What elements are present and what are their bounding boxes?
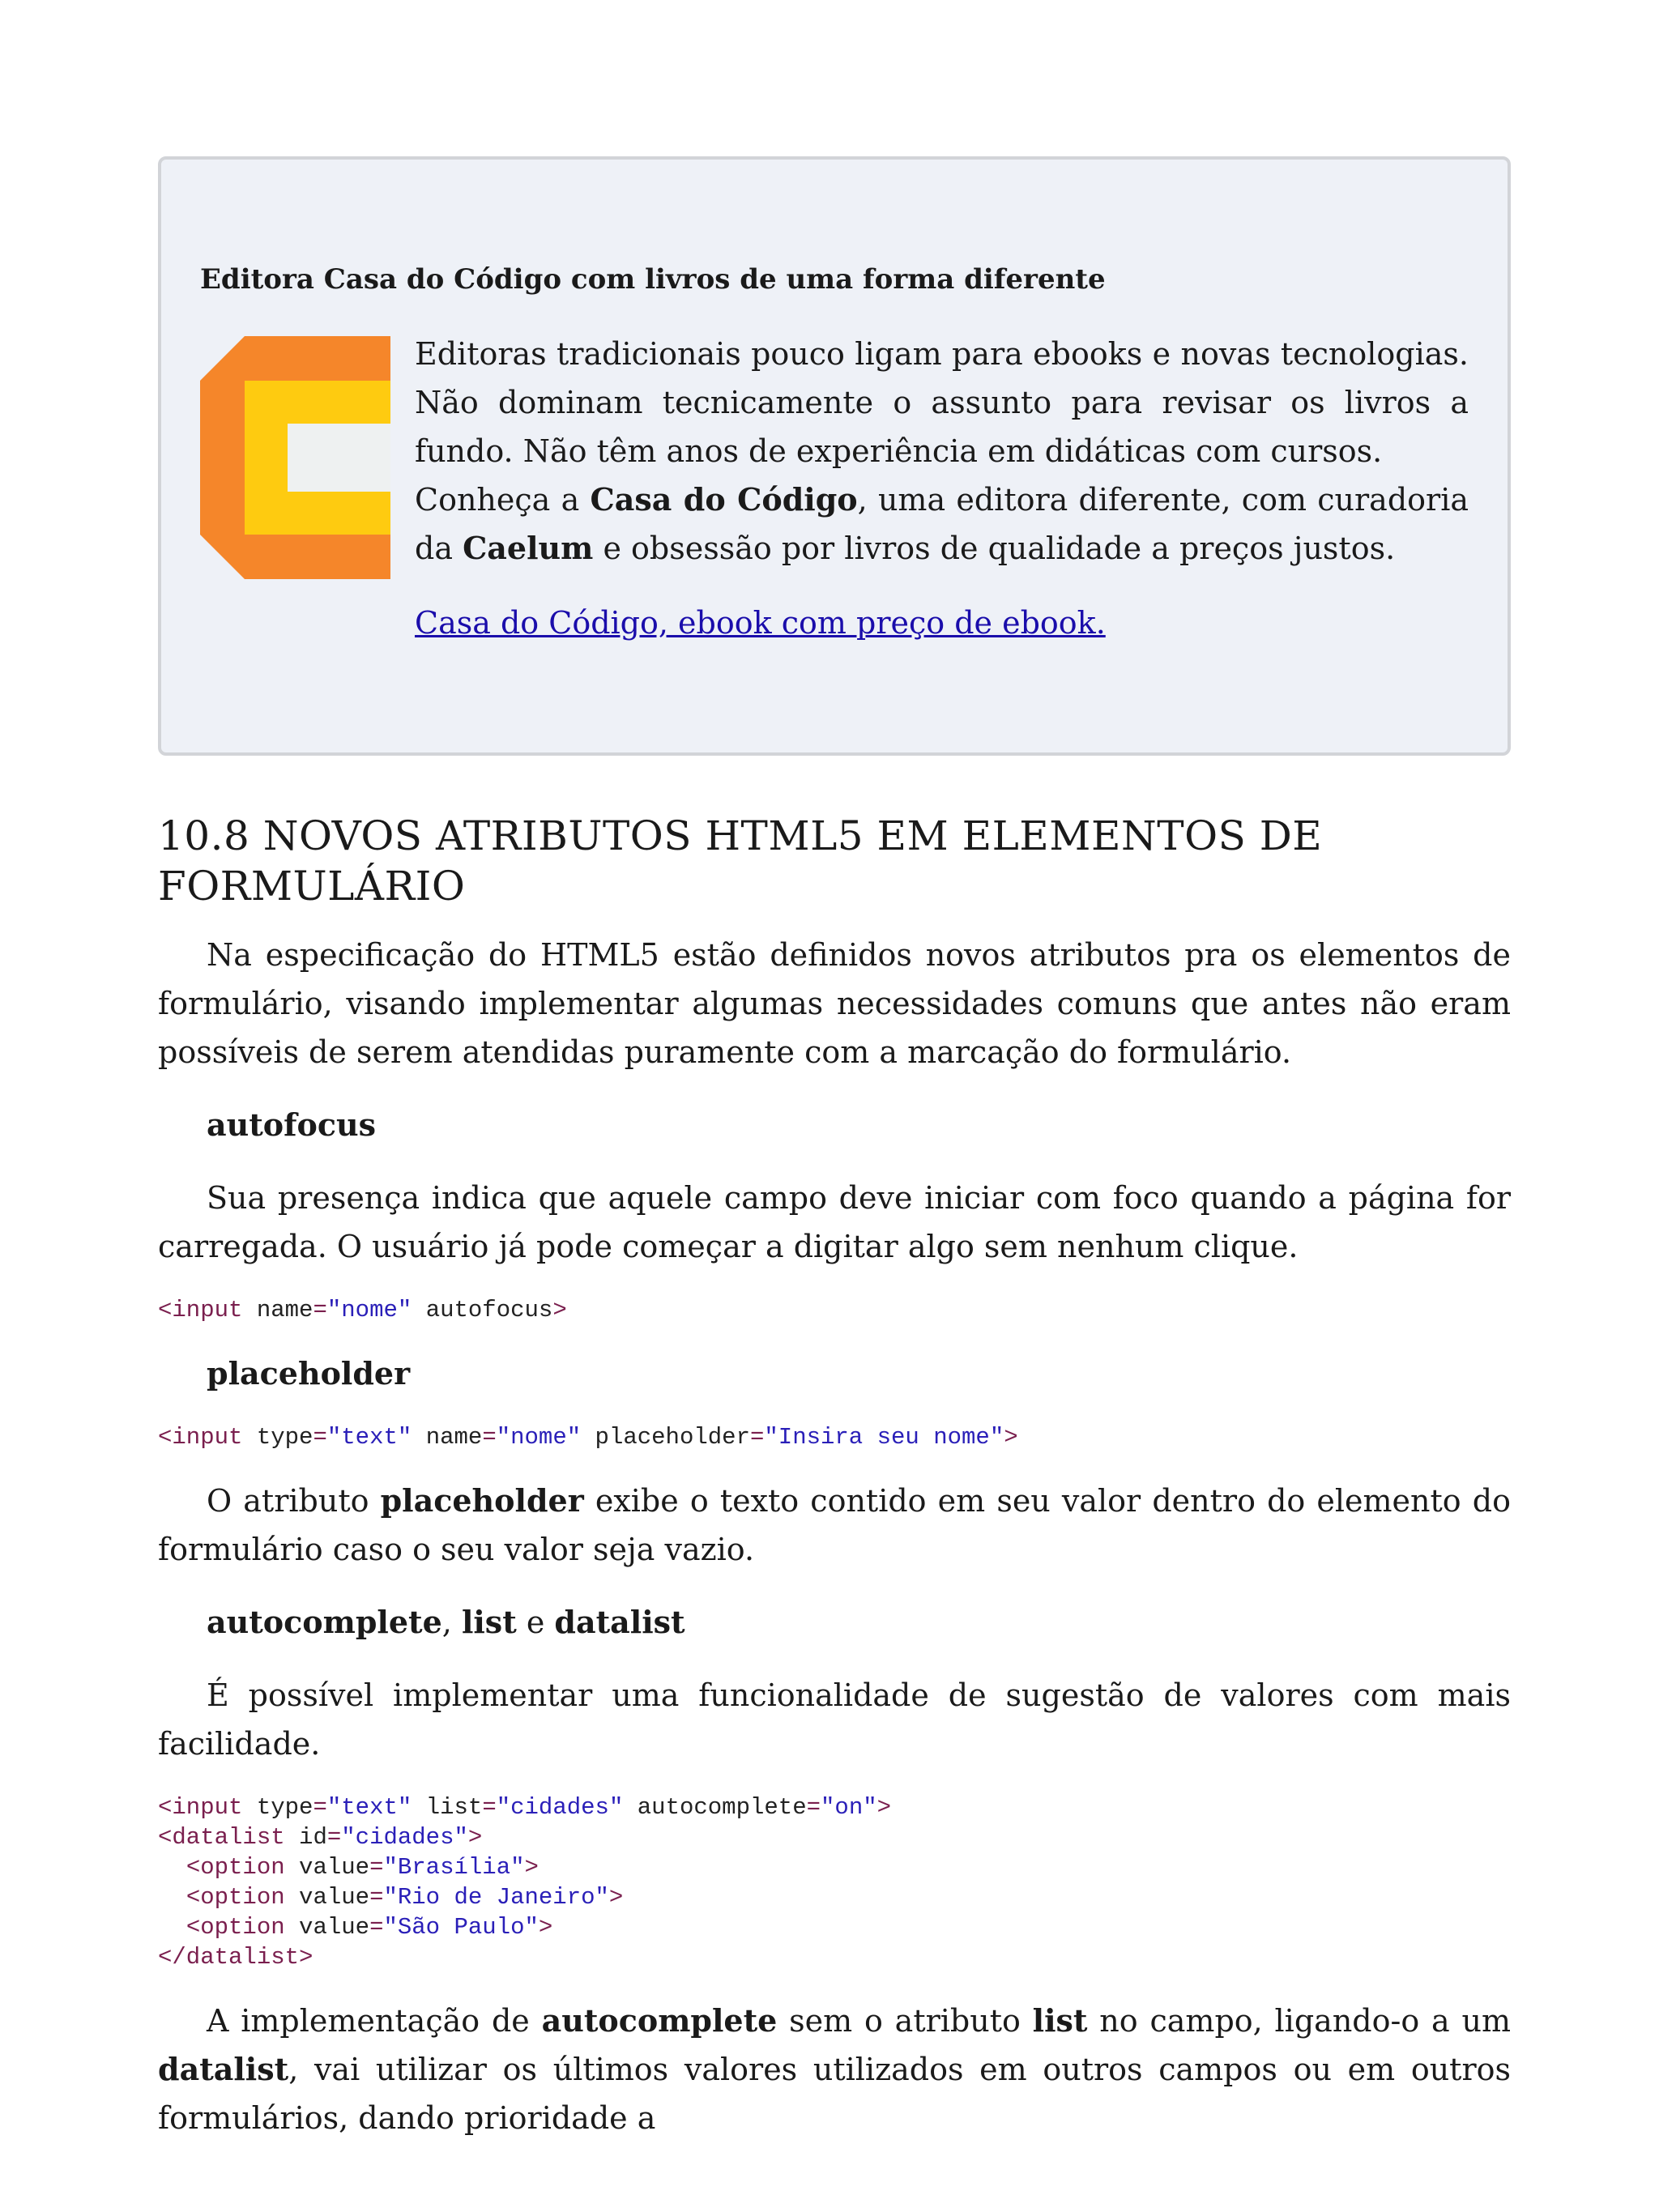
section-heading: 10.8 NOVOS ATRIBUTOS HTML5 EM ELEMENTOS DE FORMULÁRIO: [158, 812, 1323, 910]
intro-paragraph: Na especificação do HTML5 estão definidos novos atributos pra os elementos de formulário, visando implementar algumas necessidades comuns que antes não eram possíveis de serem atendidas puramente com a marcação do formulário.: [158, 937, 1511, 1070]
page-content: [158, 156, 1511, 2167]
code-block-autofocus: <input name="nome" autofocus>: [158, 1297, 567, 1323]
callout-paragraph-2: Conheça a Casa do Código, uma editora diferente, com curadoria da Caelum e obsessão por livros de qualidade a preços justos.: [415, 481, 1469, 566]
placeholder-heading: placeholder: [207, 1355, 411, 1392]
logo-center-shape: [288, 424, 390, 492]
code-block-datalist: <input type="text" list="cidades" autocomplete="on"> <datalist id="cidades"> <option value="Brasília"> <option value="Rio de Janeiro"> <option value="São Paulo"> </datalist>: [158, 1794, 892, 1971]
code-block-placeholder: <input type="text" name="nome" placeholder="Insira seu nome">: [158, 1424, 1018, 1451]
callout-title: Editora Casa do Código com livros de uma forma diferente: [200, 263, 1106, 296]
callout-text: [415, 330, 1469, 647]
autocomplete-paragraph: É possível implementar uma funcionalidade de sugestão de valores com mais facilidade.: [158, 1677, 1511, 1762]
casa-do-codigo-link[interactable]: Casa do Código, ebook com preço de ebook.: [415, 605, 1106, 641]
publisher-callout-box: [158, 156, 1511, 756]
autofocus-heading: autofocus: [207, 1106, 376, 1143]
final-paragraph: A implementação de autocomplete sem o atributo list no campo, ligando-o a um datalist, vai utilizar os últimos valores utilizados em outros campos ou em outros formulários, dando prioridade a: [158, 2002, 1511, 2136]
casa-do-codigo-logo-icon: [200, 336, 390, 579]
callout-paragraph-1: Editoras tradicionais pouco ligam para ebooks e novas tecnologias. Não dominam tecnicamente o assunto para revisar os livros a fundo. Não têm anos de experiência em didáticas com cursos.: [415, 336, 1469, 469]
autofocus-paragraph: Sua presença indica que aquele campo deve iniciar com foco quando a página for carregada. O usuário já pode começar a digitar algo sem nenhum clique.: [158, 1180, 1511, 1264]
placeholder-paragraph: O atributo placeholder exibe o texto contido em seu valor dentro do elemento do formulário caso o seu valor seja vazio.: [158, 1482, 1511, 1567]
autocomplete-heading: autocomplete, list e datalist: [207, 1604, 685, 1640]
callout-body: [200, 330, 1469, 647]
